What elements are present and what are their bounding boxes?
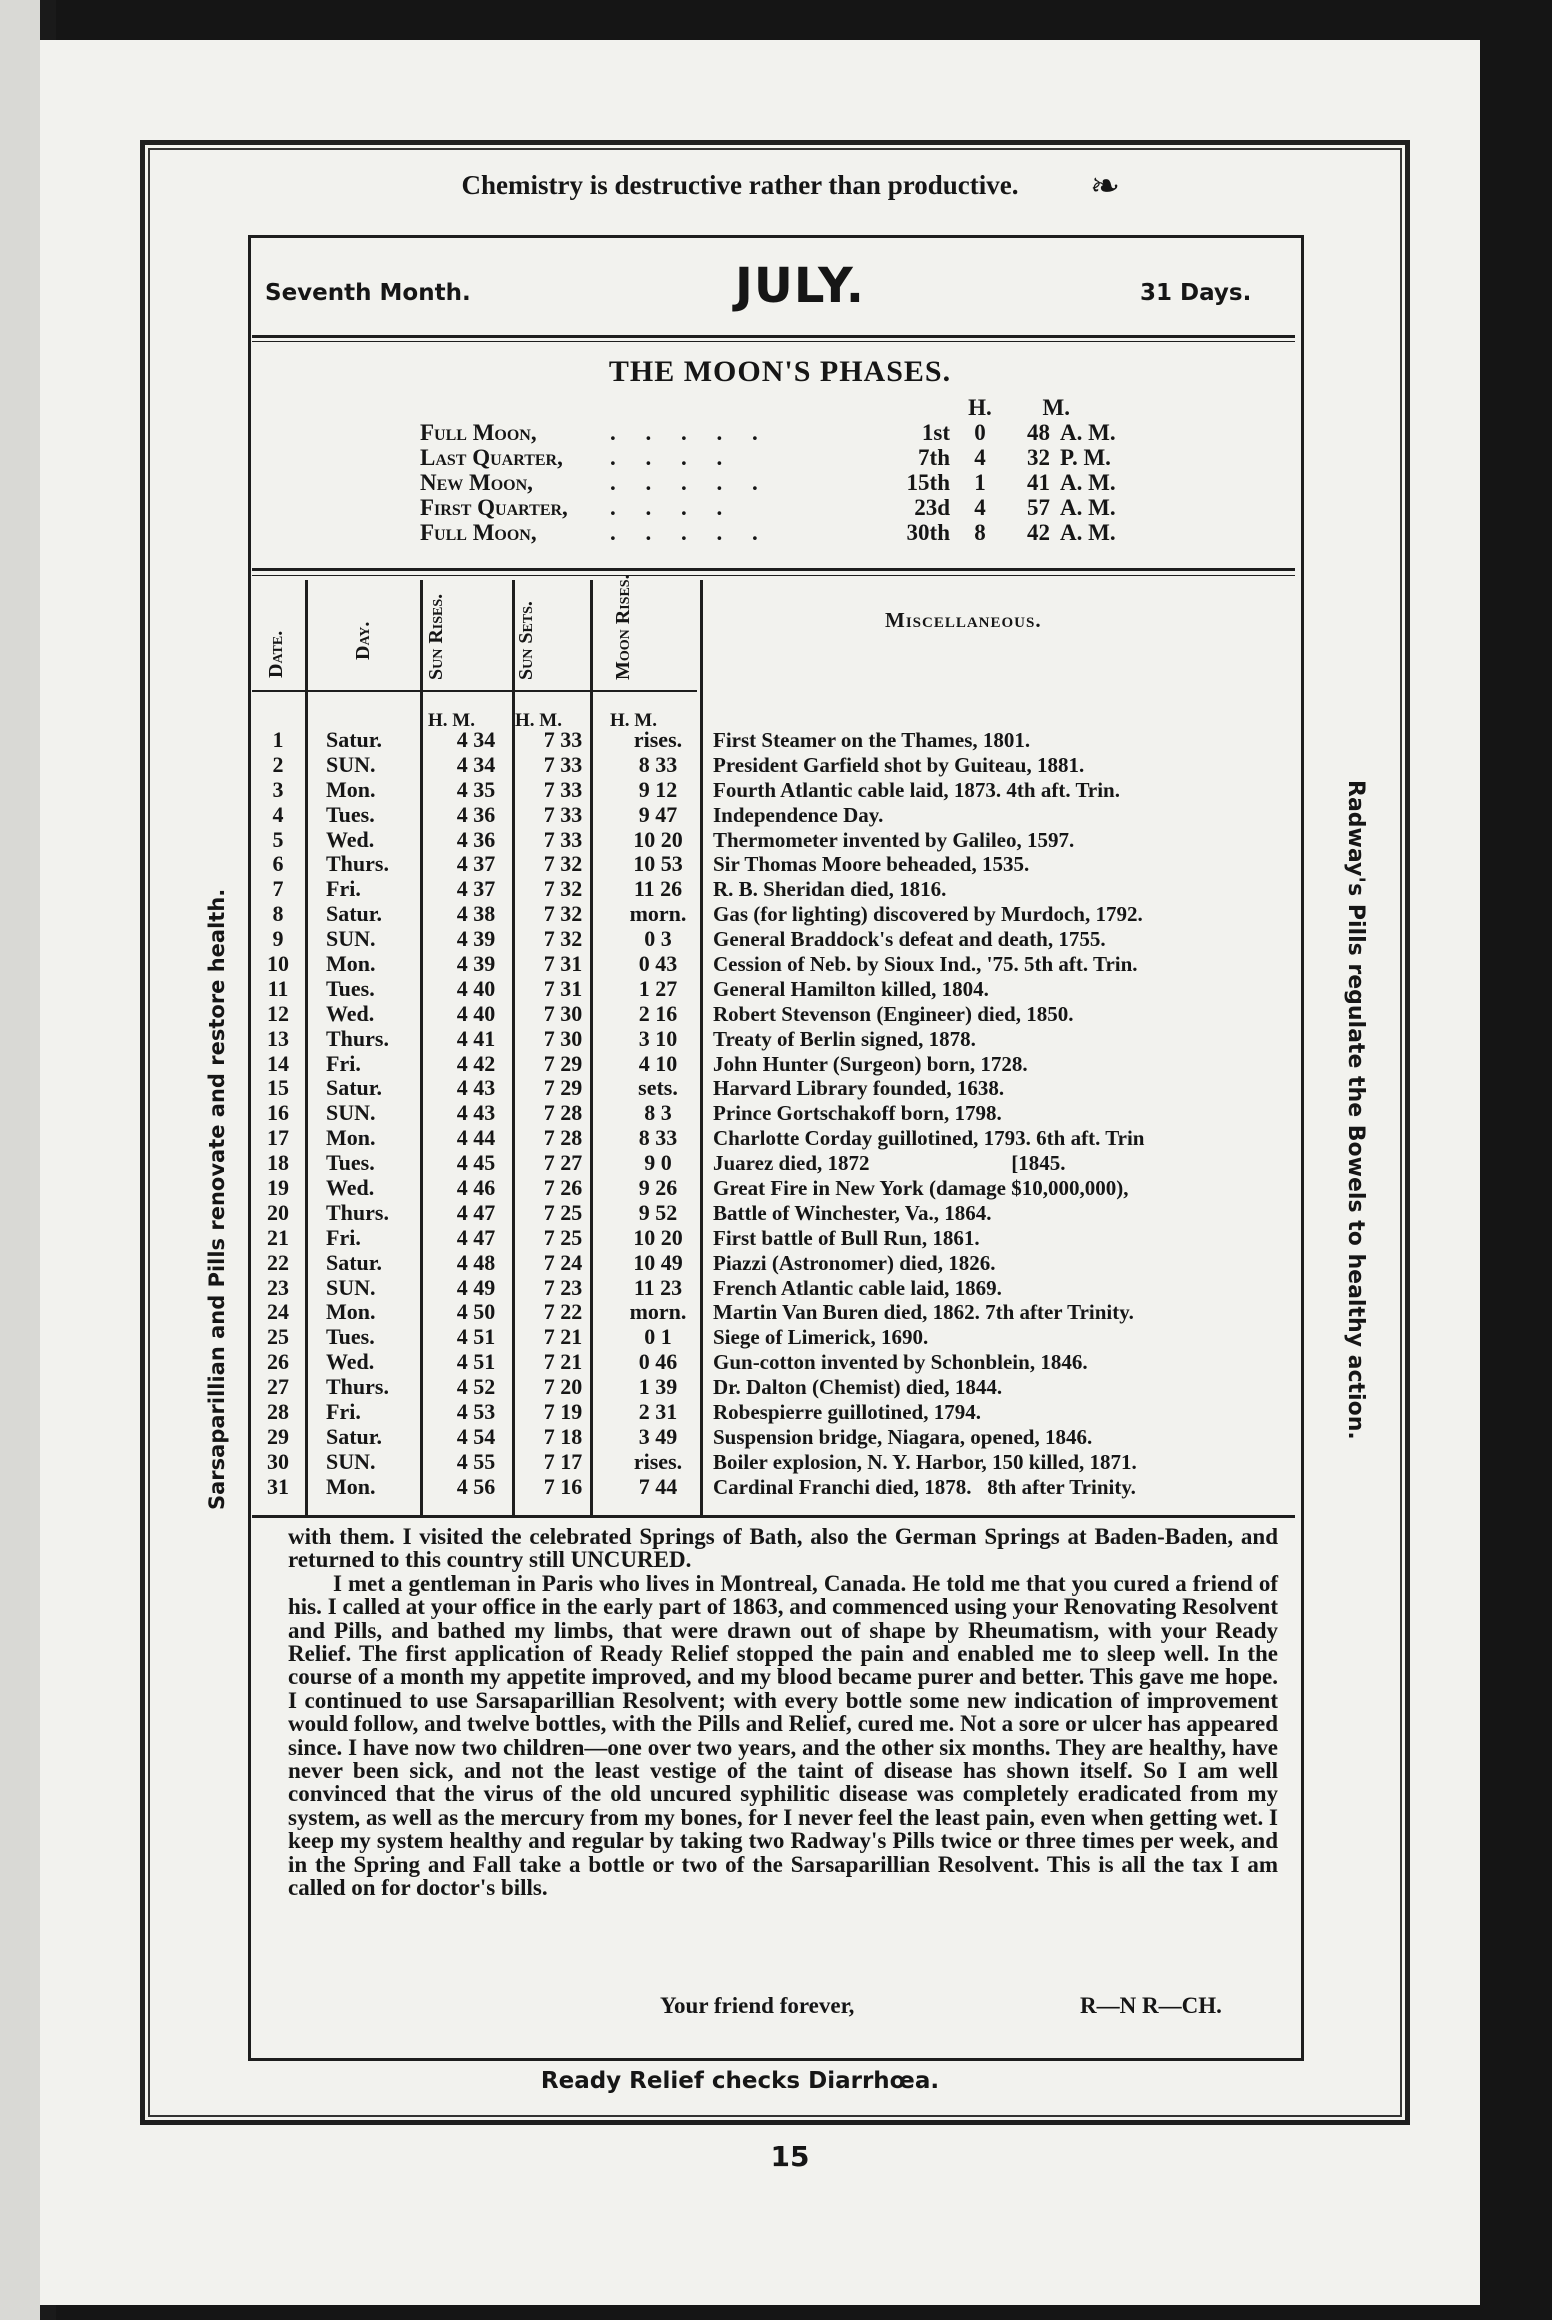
- table-row: [258, 778, 1298, 803]
- date-cell: 16: [267, 1100, 289, 1126]
- letter-closing: Your friend forever,: [660, 1993, 855, 2018]
- sun-set-cell: 7 31: [543, 951, 583, 977]
- misc-cell: Fourth Atlantic cable laid, 1873. 4th aft. Trin.: [713, 777, 1120, 802]
- misc-cell: General Hamilton killed, 1804.: [713, 976, 989, 1001]
- sun-set-cell: 7 23: [543, 1274, 583, 1300]
- day-cell: Satur.: [326, 1249, 383, 1275]
- header-rule-thin: [252, 341, 1295, 342]
- adjacent-page-edge: [0, 0, 40, 2320]
- table-row: [258, 803, 1298, 828]
- moon-rise-cell: 10 49: [633, 1249, 683, 1275]
- moon-rise-cell: 9 47: [638, 801, 678, 827]
- sun-set-cell: 7 32: [543, 901, 583, 927]
- sun-rise-cell: 4 51: [456, 1324, 496, 1350]
- date-cell: 24: [267, 1299, 289, 1325]
- sun-set-cell: 7 24: [543, 1249, 583, 1275]
- sun-rise-cell: 4 34: [456, 727, 496, 752]
- misc-cell: First Steamer on the Thames, 1801.: [713, 728, 1031, 752]
- sun-rise-cell: 4 39: [456, 926, 496, 952]
- moon-rise-cell: 0 43: [638, 951, 678, 977]
- date-cell: 15: [267, 1075, 289, 1101]
- sun-rise-cell: 4 44: [456, 1125, 496, 1151]
- testimonial-letter: [288, 1525, 1278, 1900]
- sun-rises-units: H. M.: [428, 710, 475, 731]
- misc-cell: Harvard Library founded, 1638.: [713, 1076, 1005, 1101]
- misc-cell: First battle of Bull Run, 1861.: [713, 1225, 980, 1250]
- sun-rise-cell: 4 35: [456, 776, 496, 802]
- sun-set-cell: 7 32: [543, 851, 583, 877]
- day-cell: SUN.: [326, 1100, 376, 1126]
- date-cell: 13: [267, 1025, 289, 1051]
- table-row: [258, 1300, 1298, 1325]
- sun-set-cell: 7 33: [543, 826, 583, 852]
- table-row: [258, 1276, 1298, 1301]
- table-top-rule-thin: [252, 575, 1295, 576]
- moon-rise-cell: 1 39: [638, 1374, 678, 1400]
- day-cell: Thurs.: [326, 1025, 389, 1051]
- moon-rise-cell: 0 3: [644, 926, 672, 952]
- date-cell: 10: [267, 951, 289, 977]
- moon-rise-cell: 0 46: [638, 1349, 678, 1375]
- table-row: [258, 1226, 1298, 1251]
- sun-rise-cell: 4 52: [456, 1374, 496, 1400]
- table-row: [258, 952, 1298, 977]
- table-row: [258, 1201, 1298, 1226]
- page-number: 15: [770, 2140, 810, 2173]
- sun-set-cell: 7 21: [543, 1349, 583, 1375]
- sun-rise-cell: 4 38: [456, 901, 496, 927]
- sun-rise-cell: 4 37: [456, 851, 496, 877]
- date-cell: 5: [272, 826, 284, 852]
- bottom-motto: Ready Relief checks Diarrhœa.: [540, 2068, 940, 2094]
- sun-set-cell: 7 33: [543, 727, 583, 752]
- moon-rise-cell: 3 49: [638, 1423, 678, 1449]
- sun-rise-cell: 4 50: [456, 1299, 496, 1325]
- misc-cell: John Hunter (Surgeon) born, 1728.: [713, 1051, 1028, 1076]
- misc-cell: Siege of Limerick, 1690.: [713, 1325, 929, 1350]
- printer-ornament-icon: ❧: [1090, 166, 1121, 206]
- right-margin-motto: Radway's Pills regulate the Bowels to healthy action.: [1343, 780, 1368, 1440]
- date-cell: 8: [272, 901, 284, 927]
- moon-rise-cell: 9 26: [638, 1175, 678, 1201]
- table-row: [258, 1251, 1298, 1276]
- table-row: [258, 1101, 1298, 1126]
- sun-rise-cell: 4 40: [456, 975, 496, 1001]
- day-cell: SUN.: [326, 1274, 376, 1300]
- date-col-header: Date.: [265, 630, 287, 678]
- day-cell: SUN.: [326, 751, 376, 777]
- misc-cell: Robespierre guillotined, 1794.: [713, 1400, 981, 1425]
- moon-rise-cell: morn.: [629, 1299, 687, 1325]
- sun-set-cell: 7 31: [543, 975, 583, 1001]
- date-cell: 18: [267, 1150, 289, 1176]
- phase-row: Last Quarter, . . . . 7th 4 32 P. M.: [420, 445, 1111, 470]
- table-row: [258, 877, 1298, 902]
- moon-rise-cell: 9 0: [644, 1150, 672, 1176]
- table-bottom-rule: [252, 1515, 1295, 1518]
- date-cell: 14: [267, 1050, 289, 1076]
- misc-cell: Treaty of Berlin signed, 1878.: [713, 1026, 976, 1051]
- date-cell: 7: [272, 876, 284, 902]
- sun-rise-cell: 4 49: [456, 1274, 496, 1300]
- moon-rise-cell: 10 53: [633, 851, 683, 877]
- moon-rise-cell: sets.: [638, 1075, 678, 1101]
- date-cell: 20: [267, 1199, 289, 1225]
- sun-set-cell: 7 27: [543, 1150, 583, 1176]
- moon-rise-cell: 10 20: [633, 1224, 683, 1250]
- misc-cell: Gas (for lighting) discovered by Murdoch, 1792.: [713, 902, 1143, 927]
- table-row: [258, 1425, 1298, 1450]
- sun-rise-cell: 4 36: [456, 826, 496, 852]
- table-row: [258, 1126, 1298, 1151]
- misc-cell: Suspension bridge, Niagara, opened, 1846.: [713, 1424, 1093, 1449]
- sun-set-cell: 7 25: [543, 1224, 583, 1250]
- day-cell: SUN.: [326, 1448, 376, 1474]
- day-cell: Satur.: [326, 1423, 383, 1449]
- date-cell: 19: [267, 1175, 289, 1201]
- sun-set-cell: 7 16: [543, 1473, 583, 1499]
- table-row: [258, 1400, 1298, 1425]
- misc-cell: Piazzi (Astronomer) died, 1826.: [713, 1250, 996, 1275]
- day-cell: Wed.: [326, 1349, 375, 1375]
- date-cell: 3: [272, 776, 284, 802]
- sun-rise-cell: 4 39: [456, 951, 496, 977]
- date-cell: 28: [267, 1399, 289, 1425]
- day-cell: Tues.: [326, 1324, 375, 1350]
- sun-rise-cell: 4 47: [456, 1199, 496, 1225]
- hour-col-label: H.: [968, 395, 992, 420]
- sun-rise-cell: 4 43: [456, 1100, 496, 1126]
- date-cell: 11: [267, 975, 289, 1001]
- moon-rise-cell: 8 33: [638, 1125, 678, 1151]
- misc-cell: Cession of Neb. by Sioux Ind., '75. 5th aft. Trin.: [713, 952, 1138, 977]
- month-title: JULY.: [735, 258, 865, 314]
- moon-rise-cell: rises.: [633, 1448, 683, 1474]
- sun-rise-cell: 4 40: [456, 1000, 496, 1026]
- date-cell: 6: [272, 851, 284, 877]
- sun-set-cell: 7 17: [543, 1448, 583, 1474]
- date-cell: 29: [267, 1423, 289, 1449]
- month-ordinal: Seventh Month.: [265, 280, 471, 306]
- misc-cell: R. B. Sheridan died, 1816.: [713, 877, 947, 902]
- date-cell: 1: [272, 727, 284, 752]
- moon-rises-col-header: Moon Rises.: [612, 574, 634, 680]
- date-cell: 30: [267, 1448, 289, 1474]
- misc-cell: Boiler explosion, N. Y. Harbor, 150 killed, 1871.: [713, 1449, 1137, 1474]
- sun-rise-cell: 4 53: [456, 1399, 496, 1425]
- left-margin-motto: Sarsaparillian and Pills renovate and restore health.: [205, 888, 229, 1510]
- sun-set-cell: 7 29: [543, 1075, 583, 1101]
- moon-phases-title: THE MOON'S PHASES.: [608, 355, 952, 388]
- sun-set-cell: 7 18: [543, 1423, 583, 1449]
- day-cell: Mon.: [326, 776, 376, 802]
- table-row: [258, 1002, 1298, 1027]
- date-cell: 12: [267, 1000, 289, 1026]
- date-cell: 9: [272, 926, 284, 952]
- phase-row: Full Moon, . . . . . 30th 8 42 A. M.: [420, 520, 1116, 545]
- misc-cell: Gun-cotton invented by Schonblein, 1846.: [713, 1350, 1088, 1375]
- table-row: [258, 977, 1298, 1002]
- sun-set-cell: 7 21: [543, 1324, 583, 1350]
- misc-cell: Juarez died, 1872 [1845.: [713, 1151, 1066, 1176]
- phase-row: Full Moon, . . . . . 1st 0 48 A. M.: [420, 420, 1116, 445]
- table-row: [258, 1052, 1298, 1077]
- day-cell: Thurs.: [326, 1374, 389, 1400]
- misc-cell: Prince Gortschakoff born, 1798.: [713, 1101, 1002, 1126]
- moon-rise-cell: 10 20: [633, 826, 683, 852]
- moon-rises-units: H. M.: [610, 710, 657, 731]
- sun-sets-col-header: Sun Sets.: [515, 601, 537, 680]
- day-col-header: Day.: [352, 621, 374, 660]
- table-row: [258, 1375, 1298, 1400]
- sun-set-cell: 7 19: [543, 1399, 583, 1425]
- date-cell: 17: [267, 1125, 289, 1151]
- day-cell: Thurs.: [326, 1199, 389, 1225]
- sun-rise-cell: 4 48: [456, 1249, 496, 1275]
- header-rule: [252, 335, 1295, 338]
- table-row: [258, 1076, 1298, 1101]
- day-cell: Tues.: [326, 975, 375, 1001]
- day-cell: Mon.: [326, 1125, 376, 1151]
- table-row: [258, 927, 1298, 952]
- day-cell: Wed.: [326, 1175, 375, 1201]
- day-cell: Wed.: [326, 1000, 375, 1026]
- day-cell: Tues.: [326, 1150, 375, 1176]
- table-top-rule: [252, 568, 1295, 571]
- sun-rise-cell: 4 56: [456, 1473, 496, 1499]
- sun-set-cell: 7 32: [543, 926, 583, 952]
- sun-rise-cell: 4 51: [456, 1349, 496, 1375]
- date-cell: 31: [267, 1473, 289, 1499]
- table-row: [258, 1176, 1298, 1201]
- moon-rise-cell: 8 3: [644, 1100, 672, 1126]
- table-row: [258, 1027, 1298, 1052]
- misc-cell: Battle of Winchester, Va., 1864.: [713, 1200, 992, 1225]
- sun-set-cell: 7 30: [543, 1000, 583, 1026]
- day-cell: SUN.: [326, 926, 376, 952]
- table-row: [258, 1350, 1298, 1375]
- table-row: [258, 1325, 1298, 1350]
- date-cell: 4: [272, 801, 284, 827]
- sun-rise-cell: 4 43: [456, 1075, 496, 1101]
- sun-sets-units: H. M.: [515, 710, 562, 731]
- day-cell: Thurs.: [326, 851, 389, 877]
- sun-set-cell: 7 28: [543, 1100, 583, 1126]
- moon-rise-cell: 7 44: [638, 1473, 678, 1499]
- sun-rise-cell: 4 54: [456, 1423, 496, 1449]
- month-days: 31 Days.: [1140, 280, 1252, 306]
- moon-rise-cell: 0 1: [644, 1324, 672, 1350]
- moon-rise-cell: 1 27: [638, 975, 678, 1001]
- sun-set-cell: 7 26: [543, 1175, 583, 1201]
- letter-paragraph: with them. I visited the celebrated Springs of Bath, also the German Springs at Baden-Baden, and returned to this country still UNCURED.: [288, 1524, 1278, 1573]
- sun-rise-cell: 4 45: [456, 1150, 496, 1176]
- date-cell: 23: [267, 1274, 289, 1300]
- misc-cell: French Atlantic cable laid, 1869.: [713, 1275, 1002, 1300]
- moon-rise-cell: 4 10: [638, 1050, 678, 1076]
- misc-cell: Charlotte Corday guillotined, 1793. 6th aft. Trin: [713, 1126, 1145, 1151]
- misc-cell: Martin Van Buren died, 1862. 7th after Trinity.: [713, 1300, 1134, 1325]
- day-cell: Tues.: [326, 801, 375, 827]
- misc-cell: Sir Thomas Moore beheaded, 1535.: [713, 852, 1030, 877]
- date-cell: 25: [267, 1324, 289, 1350]
- moon-rise-cell: 3 10: [638, 1025, 678, 1051]
- date-cell: 21: [267, 1224, 289, 1250]
- sun-set-cell: 7 22: [543, 1299, 583, 1325]
- table-row: [258, 852, 1298, 877]
- table-row: [258, 1475, 1298, 1500]
- date-cell: 2: [272, 751, 284, 777]
- day-cell: Satur.: [326, 901, 383, 927]
- letter-signature: R—N R—CH.: [1080, 1993, 1222, 2018]
- day-cell: Fri.: [326, 1050, 361, 1076]
- moon-rise-cell: 9 12: [638, 776, 678, 802]
- misc-cell: Cardinal Franchi died, 1878. 8th after Trinity.: [713, 1474, 1136, 1499]
- sun-set-cell: 7 28: [543, 1125, 583, 1151]
- misc-cell: Thermometer invented by Galileo, 1597.: [713, 827, 1075, 852]
- sun-rise-cell: 4 47: [456, 1224, 496, 1250]
- moon-rise-cell: 9 52: [638, 1199, 678, 1225]
- moon-rise-cell: 2 31: [638, 1399, 678, 1425]
- table-row: [258, 1450, 1298, 1475]
- sun-set-cell: 7 30: [543, 1025, 583, 1051]
- date-cell: 27: [267, 1374, 289, 1400]
- moon-rise-cell: 8 33: [638, 751, 678, 777]
- day-cell: Mon.: [326, 1299, 376, 1325]
- date-cell: 26: [267, 1349, 289, 1375]
- day-cell: Fri.: [326, 1224, 361, 1250]
- moon-rise-cell: morn.: [629, 901, 687, 927]
- moon-rise-cell: 11 23: [633, 1274, 683, 1300]
- misc-cell: Independence Day.: [713, 802, 884, 827]
- sun-rise-cell: 4 42: [456, 1050, 496, 1076]
- misc-cell: Great Fire in New York (damage $10,000,000),: [713, 1176, 1129, 1201]
- date-cell: 22: [267, 1249, 289, 1275]
- phase-row: New Moon, . . . . . 15th 1 41 A. M.: [420, 470, 1116, 495]
- day-cell: Fri.: [326, 1399, 361, 1425]
- day-cell: Mon.: [326, 1473, 376, 1499]
- moon-rise-cell: 11 26: [633, 876, 683, 902]
- day-cell: Mon.: [326, 951, 376, 977]
- table-row: [258, 753, 1298, 778]
- top-motto: Chemistry is destructive rather than productive.: [461, 170, 1019, 200]
- header-under-rule: [252, 690, 697, 692]
- sun-rise-cell: 4 36: [456, 801, 496, 827]
- misc-cell: General Braddock's defeat and death, 1755.: [713, 927, 1106, 952]
- sun-rise-cell: 4 55: [456, 1448, 496, 1474]
- sun-set-cell: 7 25: [543, 1199, 583, 1225]
- sun-rise-cell: 4 34: [456, 751, 496, 777]
- table-row: [258, 902, 1298, 927]
- sun-rise-cell: 4 41: [456, 1025, 496, 1051]
- calendar-rows: [258, 728, 1298, 1500]
- table-row: [258, 1151, 1298, 1176]
- misc-col-header: Miscellaneous.: [885, 608, 1042, 632]
- day-cell: Satur.: [326, 1075, 383, 1101]
- sun-set-cell: 7 32: [543, 876, 583, 902]
- sun-rise-cell: 4 46: [456, 1175, 496, 1201]
- day-cell: Satur.: [326, 727, 383, 752]
- moon-rise-cell: rises.: [633, 727, 683, 752]
- phase-row: First Quarter, . . . . 23d 4 57 A. M.: [420, 495, 1116, 520]
- sun-rise-cell: 4 37: [456, 876, 496, 902]
- minute-col-label: M.: [1042, 395, 1070, 420]
- day-cell: Wed.: [326, 826, 375, 852]
- table-row: [258, 728, 1298, 753]
- misc-cell: Robert Stevenson (Engineer) died, 1850.: [713, 1001, 1074, 1026]
- day-cell: Fri.: [326, 876, 361, 902]
- misc-cell: President Garfield shot by Guiteau, 1881.: [713, 752, 1085, 777]
- moon-rise-cell: 2 16: [638, 1000, 678, 1026]
- sun-set-cell: 7 33: [543, 801, 583, 827]
- misc-cell: Dr. Dalton (Chemist) died, 1844.: [713, 1375, 1003, 1400]
- sun-set-cell: 7 29: [543, 1050, 583, 1076]
- sun-set-cell: 7 33: [543, 776, 583, 802]
- sun-rises-col-header: Sun Rises.: [425, 593, 447, 680]
- sun-set-cell: 7 20: [543, 1374, 583, 1400]
- table-row: [258, 828, 1298, 853]
- letter-paragraph: I met a gentleman in Paris who lives in Montreal, Canada. He told me that you cured a friend of his. I called at your office in the early part of 1863, and commenced using your Renovating Resolvent and Pills, and bathed my limbs, that were drawn out of shape by Rheumatism, with your Ready Relief. The first application of Ready Relief stopped the pain and enabled me to sleep well. In the course of a month my appetite improved, and my blood became purer and better. This gave me hope. I continued to use Sarsaparillian Resolvent; with every bottle some new indication of improvement would follow, and twelve bottles, with the Pills and Relief, cured me. Not a sore or ulcer has appeared since. I have now two children—one over two years, and the other six months. They are healthy, have never been sick, and not the least vestige of the taint of disease has shown itself. So I am well convinced that the virus of the old uncured syphilitic disease was completely eradicated from my system, as well as the mercury from my bones, for I never feel the least pain, even when getting wet. I keep my system healthy and regular by taking two Radway's Pills twice or three times per week, and in the Spring and Fall take a bottle or two of the Sarsaparillian Resolvent. This is all the tax I am called on for doctor's bills.: [288, 1570, 1278, 1901]
- sun-set-cell: 7 33: [543, 751, 583, 777]
